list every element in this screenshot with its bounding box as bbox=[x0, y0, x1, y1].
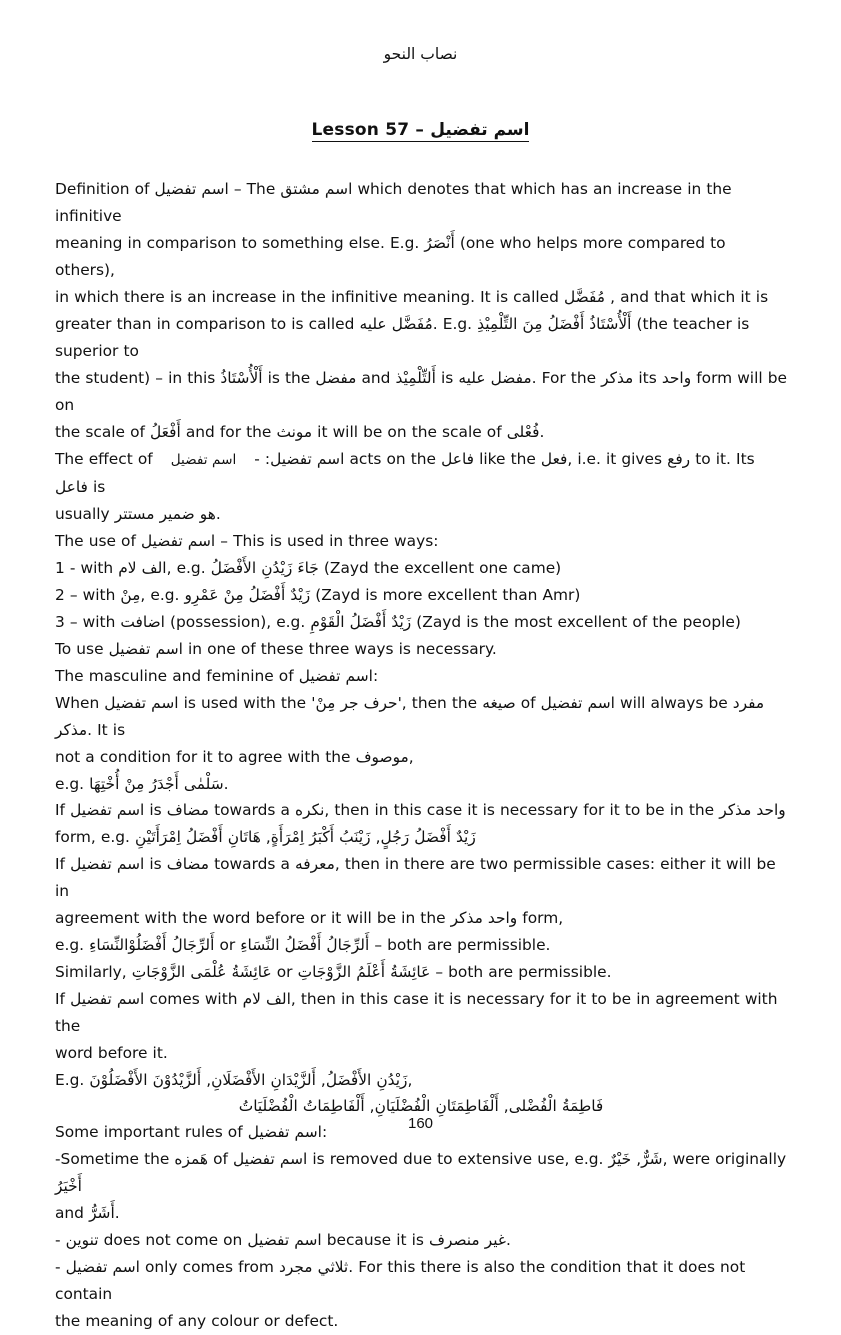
gender-line-3: e.g. سَلْمٰى أَجْدَرُ مِنْ أُخْتِهَا. bbox=[55, 775, 229, 793]
paragraph-definition bbox=[55, 176, 787, 446]
alif-lam-line-1: If اسم تفضيل comes with الف لام, then in this case it is necessary for it to be in agreement with the bbox=[55, 990, 778, 1035]
usage-item-1: 1 - with الف لام, e.g. جَاءَ زَيْدُنِ الأَفْضَلُ (Zayd the excellent one came) bbox=[55, 559, 562, 577]
definition-line-4: greater than in comparison to is called مُفَضَّل عليه. E.g. أَلْأُسْتَاذُ أَفْضَلُ مِنَ التِّلْمِيْذِ (the teacher is superior to bbox=[55, 315, 750, 360]
rules-rule-3-line-1: - اسم تفضيل only comes from ثلاثي مجرد. For this there is also the condition that it does not contain bbox=[55, 1258, 746, 1303]
idafa-nakira-line-1: If اسم تفضيل is مضاف towards a نكره, then in this case it is necessary for it to be in the واحد مذكر bbox=[55, 801, 786, 819]
page-number: 160 bbox=[407, 1115, 434, 1132]
effect-line-1 bbox=[55, 446, 787, 501]
definition-line-5: the student) – in this أَلْأُسْتَاذُ is the مفضل and أَلتِّلْمِيْذ is مفضل عليه. For the مذكر its واحد form will be on bbox=[55, 369, 787, 414]
paragraph-idafa-marifa bbox=[55, 851, 787, 986]
effect-line-1-part-a: The effect of bbox=[55, 450, 153, 468]
rules-rule-3-line-2: the meaning of any colour or defect. bbox=[55, 1312, 339, 1330]
rules-heading: Some important rules of اسم تفضيل: bbox=[55, 1123, 328, 1141]
effect-line-1-part-b: - :اسم تفضيل acts on the فاعل like the فعل, i.e. it gives رفع to it. Its فاعل is bbox=[55, 450, 755, 496]
definition-line-2: meaning in comparison to something else. E.g. أَنْصَرُ (one who helps more compared to others), bbox=[55, 234, 726, 279]
paragraph-rules bbox=[55, 1119, 787, 1335]
rules-rule-2: - تنوين does not come on اسم تفضيل because it is غير منصرف. bbox=[55, 1231, 511, 1249]
usage-intro: The use of اسم تفضيل – This is used in three ways: bbox=[55, 532, 439, 550]
usage-item-2: 2 – with مِنْ, e.g. زَيْدٌ أَفْضَلُ مِنْ عَمْرِو (Zayd is more excellent than Amr) bbox=[55, 586, 581, 604]
document-body bbox=[55, 176, 787, 1335]
alif-lam-line-2: word before it. bbox=[55, 1044, 168, 1062]
idafa-nakira-line-2: form, e.g. زَيْدٌ أَفْضَلُ رَجُلٍ, زَيْنَبُ أَكْبَرُ اِمْرَأَةٍ, هَاتَانِ أَفْضَلُ اِمْرَأَتَيْنِ bbox=[55, 828, 476, 846]
rules-rule-1-line-1: -Sometime the هَمزه of اسم تفضيل is removed due to extensive use, e.g. شَرٌّ, خَيْرٌ, were originally أَخْيَرُ bbox=[55, 1150, 787, 1195]
paragraph-idafa-nakira bbox=[55, 797, 787, 851]
rules-rule-1-line-2: and أَشَرُّ. bbox=[55, 1204, 120, 1222]
idafa-marifa-line-2: agreement with the word before or it will be in the واحد مذكر form, bbox=[55, 909, 564, 927]
idafa-marifa-line-1: If اسم تفضيل is مضاف towards a معرفه, then in there are two permissible cases: either it will be in bbox=[55, 855, 776, 900]
idafa-marifa-line-3: e.g. أَلرِّجَالُ أَفْضَلُوْالنِّسَاءِ or أَلرِّجَالُ أَفْضَلُ النِّسَاءِ – both are permissible. bbox=[55, 936, 551, 954]
gender-line-1: When اسم تفضيل is used with the 'حرف جر مِنْ', then the صيغه of اسم تفضيل will always be مفرد مذكر. It is bbox=[55, 694, 765, 739]
usage-closing: To use اسم تفضيل in one of these three ways is necessary. bbox=[55, 640, 497, 658]
definition-line-6: the scale of أَفْعَلُ and for the مونث it will be on the scale of فُعْلى. bbox=[55, 423, 545, 441]
effect-line-1-arabic: اسم تفضيل bbox=[170, 452, 237, 468]
idafa-marifa-line-4: Similarly, عَائِشَةُ عُلْمَى الزَّوْجَاتِ or عَائِشَةُ أَعْلَمُ الزَّوْجَاتِ – both are permissible. bbox=[55, 963, 612, 981]
alif-lam-line-3: E.g. زَيْدُنِ الأَفْضَلُ, أَلزَّيْدَانِ الأَفْضَلَانِ, أَلزَّيْدُوْنَ الأَفْضَلُوْنَ, bbox=[55, 1071, 413, 1089]
paragraph-effect bbox=[55, 446, 787, 528]
paragraph-usage bbox=[55, 528, 787, 663]
effect-line-2: usually هو ضمير مستتر. bbox=[55, 505, 221, 523]
page-title bbox=[0, 120, 841, 142]
alif-lam-line-4: فَاطِمَةُ الْفُضْلى, أَلْفَاطِمَتَانِ الْفُضْلَيَانِ, أَلْفَاطِمَاتُ الْفُضْلَيَاتُ bbox=[238, 1097, 604, 1115]
usage-item-3: 3 – with اضافت (possession), e.g. زَيْدٌ أَفْضَلُ الْقَوْمِ (Zayd is the most excellent of the people) bbox=[55, 613, 741, 631]
gender-heading: The masculine and feminine of اسم تفضيل: bbox=[55, 667, 379, 685]
definition-line-3: in which there is an increase in the infinitive meaning. It is called مُفَضَّل , and that which it is bbox=[55, 288, 769, 306]
gender-line-2: not a condition for it to agree with the موصوف, bbox=[55, 748, 414, 766]
paragraph-alif-lam bbox=[55, 986, 787, 1119]
page-title-text: Lesson 57 – اسم تفضيل bbox=[311, 120, 530, 140]
paragraph-gender bbox=[55, 663, 787, 797]
definition-line-1: Definition of اسم تفضيل – The اسم مشتق which denotes that which has an increase in the infinitive bbox=[55, 180, 732, 225]
running-header: نصاب النحو bbox=[383, 45, 458, 63]
